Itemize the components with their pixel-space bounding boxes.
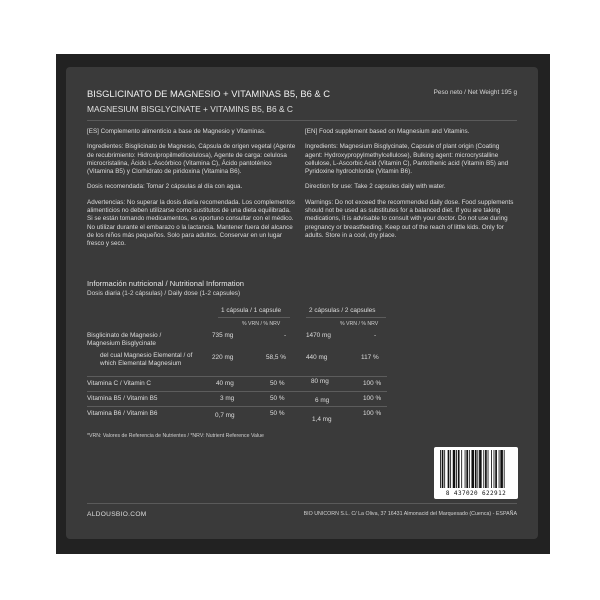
nutrition-footnote: *VRN: Valores de Referencia de Nutrientes / *NRV: Nutrient Reference Value [87,433,264,439]
barcode-bar [458,450,460,488]
barcode-bar [488,450,489,488]
barcode-bar [466,450,468,488]
table-row-label: Vitamina C / Vitamin C [87,380,152,387]
barcode-bar [471,450,474,488]
barcode-bar [453,450,456,488]
barcode-bar [477,450,478,488]
table-row-divider [87,406,387,407]
table-cell: 220 mg [212,354,234,361]
table-cell: 440 mg [306,354,328,361]
barcode-bar [469,450,470,488]
table-cell: 80 mg [311,378,329,385]
label-panel [66,67,538,539]
table-row-label: del cual Magnesio Elemental / of which Elemental Magnesium [100,352,193,368]
table-cell: 100 % [363,410,382,417]
table-cell: 6 mg [315,397,330,404]
es-intro: [ES] Complemento alimenticio a base de Magnesio y Vitaminas. [87,128,266,135]
barcode-bar [485,450,487,488]
barcode [434,447,518,499]
barcode-bar [495,450,497,488]
en-dose: Direction for use: Take 2 capsules daily with water. [305,183,446,191]
spanish-text-column [87,128,297,256]
barcode-bar [440,450,441,488]
barcode-bar [483,450,484,488]
product-subtitle: MAGNESIUM BISGLYCINATE + VITAMINS B5, B6 & C [87,104,293,114]
table-row-divider [87,391,387,392]
table-cell: 0,7 mg [215,412,235,419]
col1-header-line [218,317,290,318]
col2-vrn-header: % VRN / % NRV [340,321,379,327]
en-warnings: Warnings: Do not exceed the recommended daily dose. Food supplements should not be used as substitutes for a balanced diet. If you are taking medications, it is advisable to consult with your doctor. Do not use during pregnancy or breastfeeding. Keep out of the reach of little kids. Only for adults. Store in a cool, dry place. [305,198,514,239]
table-cell: 50 % [270,410,285,417]
table-cell: 3 mg [220,395,235,402]
en-ingredients: Ingredients: Magnesium Bisglycinate, Capsule of plant origin (Coating agent: Hydroxypropylmethylcellulose), Bulking agent: microcrystalline cellulose, L-Ascorbic Acid (Vitamin C), Pantothenic acid (Vitamin B5) and Pyridoxine hydrochloride (Vitamin B6). [305,143,509,176]
table-cell: 40 mg [216,380,234,387]
barcode-bar [504,450,505,488]
footer-divider [87,503,517,504]
header-divider [87,120,517,121]
barcode-bar [499,450,500,488]
col1-header: 1 cápsula / 1 capsule [221,307,282,314]
barcode-bar [491,450,492,488]
barcode-bar [450,450,451,488]
table-row-label: Bisglicinato de Magnesio / Magnesium Bisglycinate [87,332,162,348]
barcode-bar [442,450,444,488]
barcode-bar [479,450,482,488]
table-row-label: Vitamina B5 / Vitamin B5 [87,395,158,402]
table-cell: 117 % [361,354,379,361]
english-text-column [305,128,515,247]
table-cell: 100 % [363,380,382,387]
barcode-bar [448,450,450,488]
barcode-bar [475,450,477,488]
col1-vrn-header: % VRN / % NRV [242,321,281,327]
table-cell: 1470 mg [306,332,331,339]
es-dose: Dosis recomendada: Tomar 2 cápsulas al día con agua. [87,183,243,191]
table-cell: 735 mg [212,332,234,339]
table-cell: 1,4 mg [312,416,332,423]
nutrition-title: Información nutricional / Nutritional Information [87,279,245,288]
table-cell: 58,5 % [266,354,286,361]
table-cell: - [374,332,377,339]
es-ingredients: Ingredientes: Bisglicinato de Magnesio, Cápsula de origen vegetal (Agente de recubrimiento: Hidroxipropilmetilcelulosa), Agente de carga: celulosa microcristalina, Ácido L-Ascórbico (Vitamina C), Ácido pantoténico (Vitamina B5) y Clorhidrato de piridoxina (Vitamina B6). [87,143,296,176]
en-intro: [EN] Food supplement based on Magnesium and Vitamins. [305,128,470,135]
barcode-bar [500,450,503,488]
barcode-digits: 8 437020 622912 [445,490,507,497]
table-row-label: Vitamina B6 / Vitamin B6 [87,410,158,417]
table-cell: 100 % [363,395,382,402]
table-row-divider [87,376,387,377]
table-cell: 50 % [270,395,285,402]
company-address: BIO UNICORN S.L. C/ La Oliva, 37 16431 Almonacid del Marquesado (Cuenca) - ESPAÑA [303,511,517,517]
net-weight: Peso neto / Net Weight 195 g [433,89,517,96]
barcode-bar [456,450,457,488]
website-link[interactable]: ALDOUSBIO.COM [87,511,147,518]
barcode-bar [465,450,466,488]
barcode-bar [444,450,445,488]
table-cell: - [284,332,287,339]
barcode-bar [461,450,462,488]
col2-header-line [306,317,386,318]
table-cell: 50 % [270,380,285,387]
barcode-bar [494,450,495,488]
nutrition-daily-dose: Dosis diaria (1-2 cápsulas) / Daily dose (1-2 capsules) [87,290,241,297]
col2-header: 2 cápsulas / 2 capsules [309,307,376,314]
barcode-bars [434,447,518,489]
product-title: BISGLICINATO DE MAGNESIO + VITAMINAS B5, B6 & C [87,88,331,99]
es-warnings: Advertencias: No superar la dosis diaria recomendada. Los complementos alimenticios no deben utilizarse como sustitutos de una dieta equilibrada. Si se están tomando medicamentos, es oportuno consultar con el médico. No utilizar durante el embarazo o la lactancia. Mantener fuera del alcance de los niños más pequeños. Solo para adultos. Conservar en un lugar fresco y seco. [87,198,295,248]
